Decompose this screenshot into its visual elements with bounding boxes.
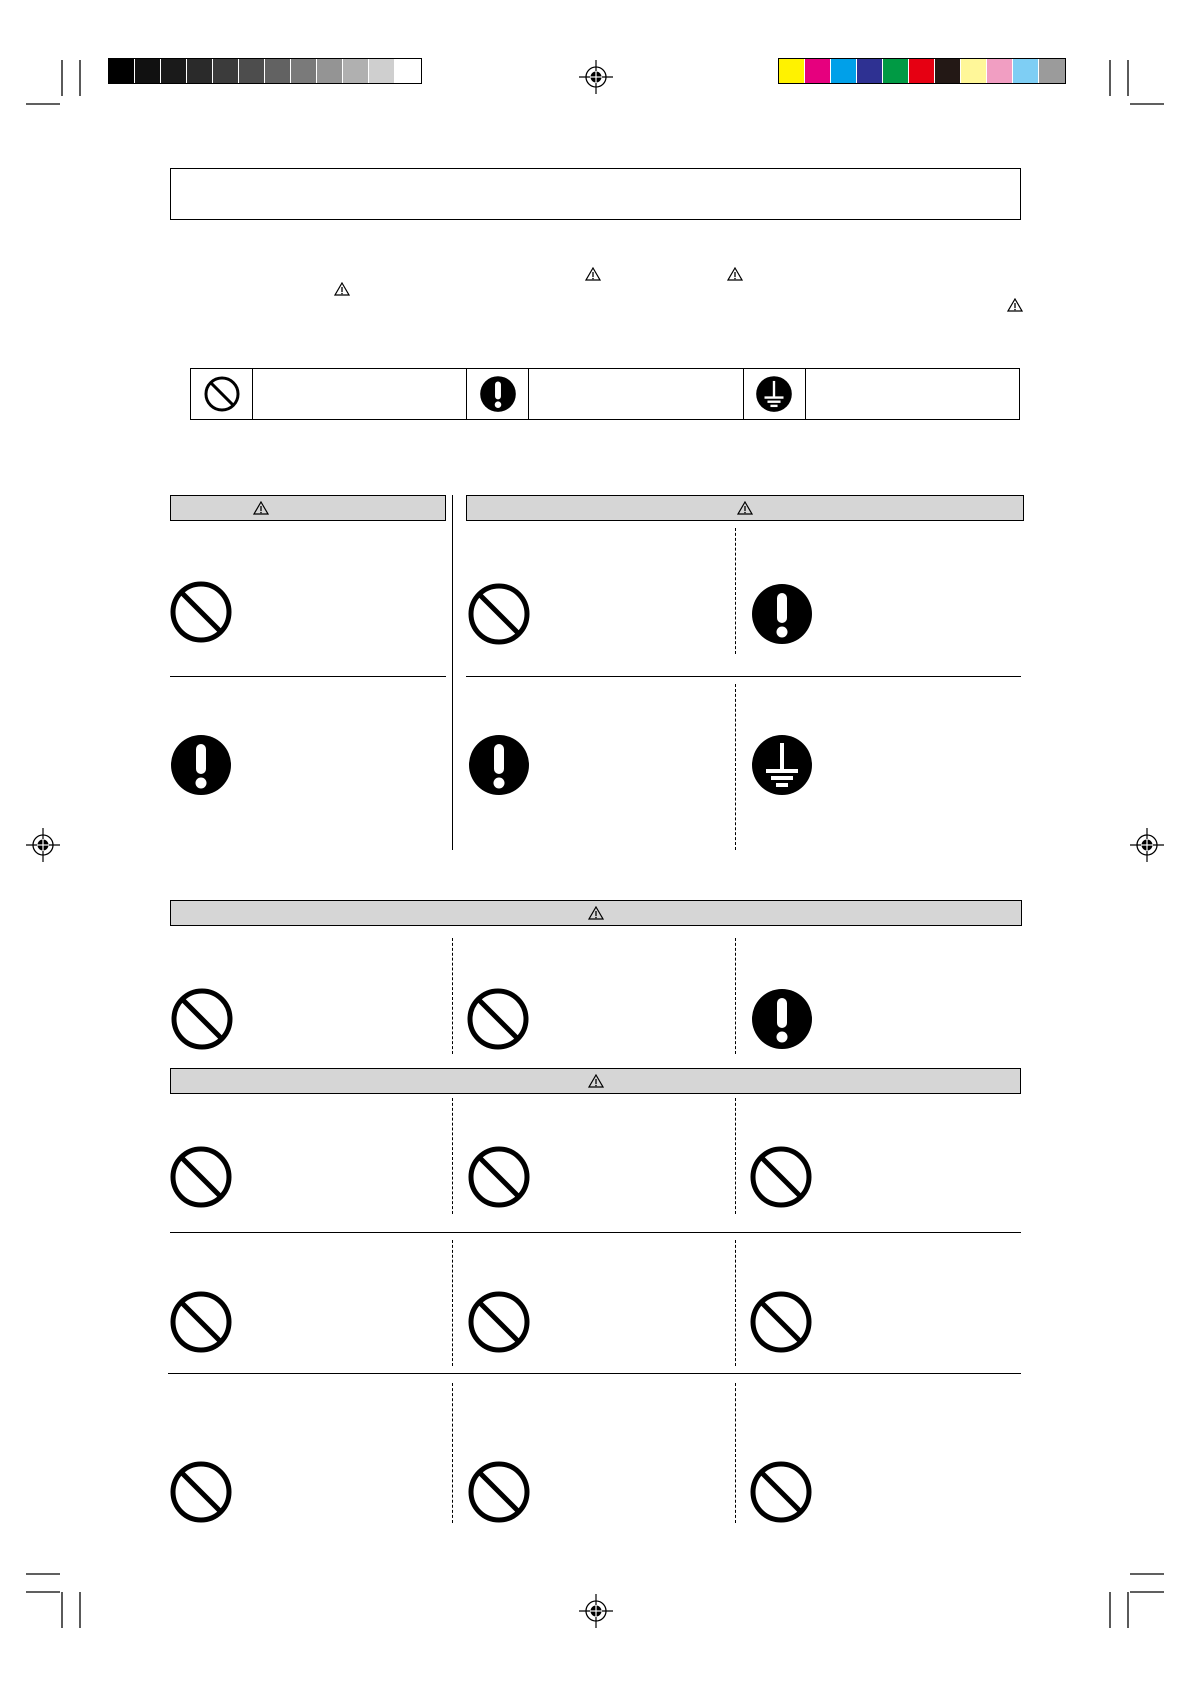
swatch [831,59,857,83]
exclamation-icon [750,987,814,1051]
prohibited-icon [467,582,531,646]
swatch [883,59,909,83]
ground-icon [750,733,814,797]
warning-triangle-icon [588,1074,604,1088]
section-header [170,495,446,521]
legend-text-cell [253,369,467,419]
section-header [170,1068,1021,1094]
swatch [109,59,135,83]
column-divider [735,1240,736,1366]
column-divider [735,1383,736,1523]
ground-icon [755,375,793,413]
swatch [961,59,987,83]
prohibited-icon [749,1145,813,1209]
swatch [291,59,317,83]
warning-triangle-icon [1007,298,1023,312]
column-divider [452,1383,453,1523]
registration-mark-icon [579,60,613,94]
prohibited-icon [169,580,233,644]
symbol-legend [190,368,1020,420]
swatch [343,59,369,83]
prohibited-icon [170,987,234,1051]
swatch [987,59,1013,83]
row-divider [170,1232,1021,1233]
exclamation-icon [467,733,531,797]
warning-triangle-icon [585,267,601,281]
prohibited-icon [467,1460,531,1524]
legend-text-cell [806,369,1019,419]
swatch [857,59,883,83]
swatch [935,59,961,83]
registration-mark-icon [26,828,60,862]
column-divider [735,1098,736,1214]
title-box [170,168,1021,220]
crop-marks-bottom [0,1560,1190,1684]
prohibited-icon [169,1290,233,1354]
swatch [135,59,161,83]
swatch [265,59,291,83]
swatch [1039,59,1065,83]
prohibited-icon [169,1145,233,1209]
warning-triangle-icon [588,906,604,920]
swatch [395,59,421,83]
exclamation-icon [169,733,233,797]
prohibited-icon [169,1460,233,1524]
registration-mark-icon [1130,828,1164,862]
swatch [161,59,187,83]
color-bar [778,58,1066,84]
legend-text-cell [529,369,743,419]
warning-triangle-icon [253,501,269,515]
warning-triangle-icon [334,282,350,296]
swatch [317,59,343,83]
exclamation-icon [750,582,814,646]
column-divider [735,684,736,850]
legend-icon-cell [191,369,253,419]
warning-triangle-icon [737,501,753,515]
swatch [187,59,213,83]
prohibited-icon [466,987,530,1051]
column-divider [452,495,453,850]
column-divider [452,1240,453,1366]
prohibited-icon [467,1290,531,1354]
swatch [779,59,805,83]
exclamation-icon [479,375,517,413]
prohibited-icon [203,375,241,413]
swatch [1013,59,1039,83]
column-divider [452,938,453,1054]
row-divider [170,676,446,677]
column-divider [735,528,736,654]
legend-icon-cell [744,369,806,419]
legend-icon-cell [467,369,529,419]
warning-triangle-icon [727,267,743,281]
swatch [369,59,395,83]
prohibited-icon [749,1290,813,1354]
column-divider [452,1098,453,1214]
swatch [213,59,239,83]
section-header [170,900,1022,926]
row-divider [466,676,1021,677]
grayscale-bar [108,58,422,84]
swatch [909,59,935,83]
prohibited-icon [467,1145,531,1209]
swatch [239,59,265,83]
row-divider [168,1373,1021,1374]
swatch [805,59,831,83]
column-divider [735,938,736,1054]
prohibited-icon [749,1460,813,1524]
section-header [466,495,1024,521]
